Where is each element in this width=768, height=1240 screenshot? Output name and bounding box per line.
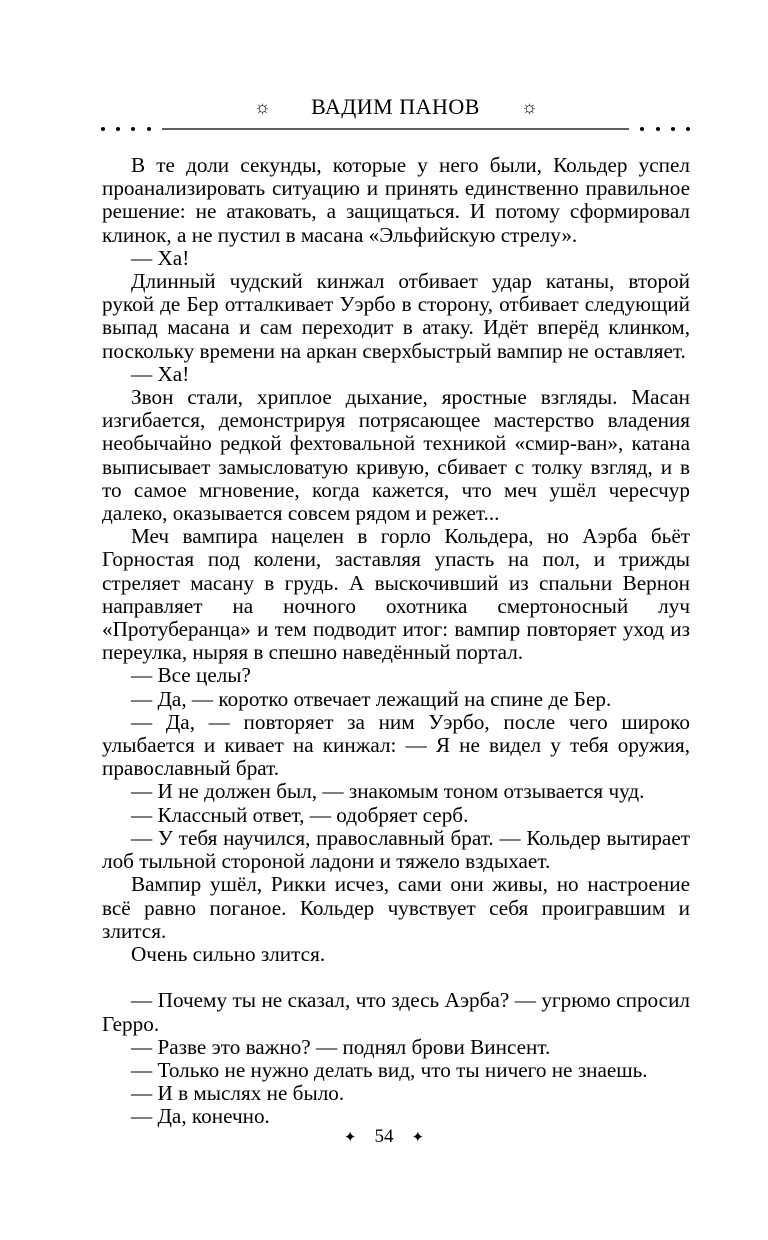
running-head-row	[100, 92, 691, 122]
paragraph: — Ха!	[131, 245, 190, 270]
sun-ornament-icon: ☼	[254, 97, 271, 117]
page-number: 54	[374, 1126, 394, 1147]
paragraph: Вампир ушёл, Рикки исчез, сами они живы, но настроение всё равно поганое. Кольдер чувствует себя проигравшим и злится.	[102, 872, 690, 943]
paragraph: — Все целы?	[131, 663, 251, 688]
body-text	[102, 154, 690, 1129]
paragraph: Длинный чудский кинжал отбивает удар катаны, второй рукой де Бер отталкивает Уэрбо в сторону, отбивает следующий выпад масана и сам переходит в атаку. Идёт вперёд клинком, поскольку времени на аркан сверхбыстрый вампир не оставляет.	[102, 269, 690, 363]
paragraph: — Почему ты не сказал, что здесь Аэрба? — угрюмо спросил Герро.	[102, 988, 690, 1036]
page-footer	[0, 1125, 768, 1149]
star-ornament-icon: ✦	[411, 1129, 425, 1146]
sun-ornament-icon: ☼	[521, 97, 538, 117]
author-name: ВАДИМ ПАНОВ	[311, 94, 480, 119]
paragraph: — И не должен был, — знакомым тоном отзывается чуд.	[131, 779, 645, 804]
paragraph: Очень сильно злится.	[131, 941, 326, 966]
paragraph: Звон стали, хриплое дыхание, яростные взгляды. Масан изгибается, демонстрируя потрясающее мастерство владения необычайно редкой фехтовальной техникой «смир-ван», катана выписывает замысловатую кривую, сбивает с толку взгляд, и в то самое мгновение, когда кажется, что меч ушёл чересчур далеко, оказывается совсем рядом и режет...	[102, 385, 690, 526]
star-ornament-icon: ✦	[343, 1129, 357, 1146]
paragraph: — Разве это важно? — поднял брови Винсент.	[131, 1034, 551, 1059]
header-rule	[100, 123, 691, 135]
paragraph: — Да, конечно.	[131, 1104, 270, 1129]
paragraph: — И в мыслях не было.	[131, 1081, 345, 1106]
paragraph: — Классный ответ, — одобряет серб.	[131, 802, 469, 827]
paragraph: — Только не нужно делать вид, что ты ничего не знаешь.	[131, 1057, 648, 1082]
dotted-rule-icon	[100, 123, 691, 135]
paragraph: — Да, — коротко отвечает лежащий на спине де Бер.	[131, 686, 612, 711]
paragraph: В те доли секунды, которые у него были, Кольдер успел проанализировать ситуацию и принять единственно правильное решение: не атаковать, а защищаться. И потому сформировал клинок, а не пустил в масана «Эльфийскую стрелу».	[102, 153, 690, 247]
paragraph: Меч вампира нацелен в горло Кольдера, но Аэрба бьёт Горностая под колени, заставляя упасть на пол, и трижды стреляет масану в грудь. А выскочивший из спальни Вернон направляет на ночного охотника смертоносный луч «Протуберанца» и тем подводит итог: вампир повторяет уход из переулка, ныряя в спешно наведённый портал.	[102, 524, 690, 665]
running-head	[100, 92, 691, 142]
paragraph: — Ха!	[131, 361, 190, 386]
paragraph: — У тебя научился, православный брат. — Кольдер вытирает лоб тыльной стороной ладони и тяжело вздыхает.	[102, 825, 690, 874]
paragraph: — Да, — повторяет за ним Уэрбо, после чего широко улыбается и кивает на кинжал: — Я не видел у тебя оружия, православный брат.	[102, 709, 690, 781]
